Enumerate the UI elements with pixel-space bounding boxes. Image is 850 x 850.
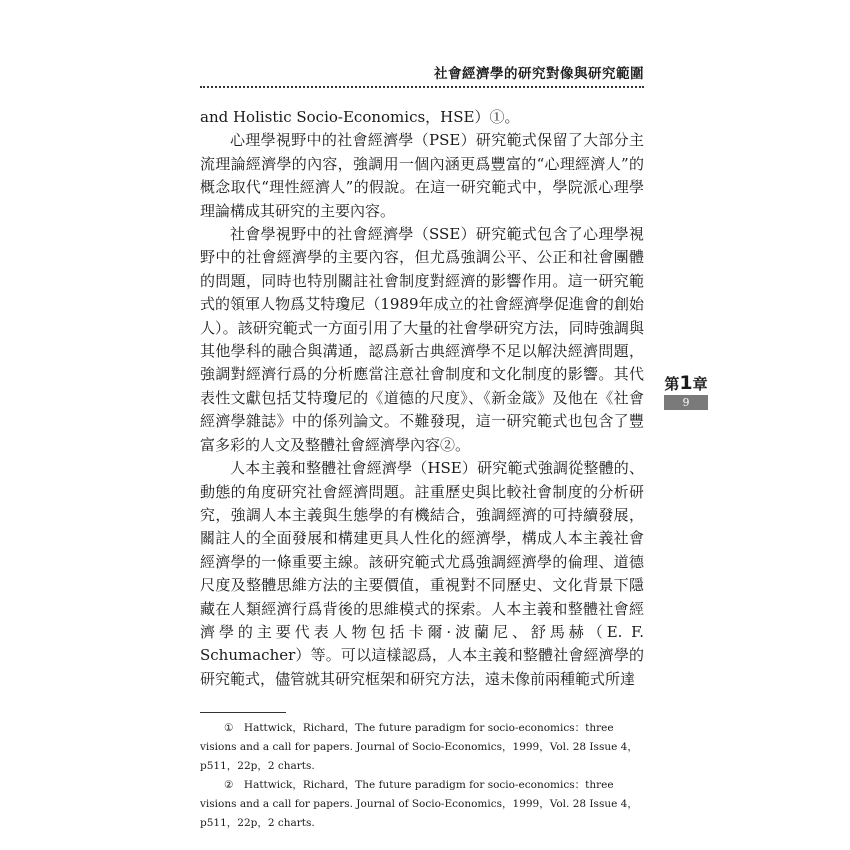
running-header: 社會經濟學的研究對像與研究範圍	[434, 66, 644, 82]
chapter-prefix: 第	[664, 375, 680, 393]
footnote-2: ② Hattwick，Richard，The future paradigm for socio-economics：three visions and a call for papers. Journal of Socio-Economics，1999，Vol. 28 Issue 4，p511，22p，2 charts.	[200, 779, 638, 829]
paragraph-continuation: and Holistic Socio-Economics，HSE）①。	[200, 108, 520, 126]
paragraph-sse: 社會學視野中的社會經濟學（SSE）研究範式包含了心理學視野中的社會經濟學的主要內容，但尤爲強調公平、公正和社會團體的問題，同時也特別關註社會制度對經濟的影響作用。這一研究範式的領軍人物爲艾特瓊尼（1989年成立的社會經濟學促進會的創始人）。該研究範式一方面引用了大量的社會學研究方法，同時強調與其他學科的融合與溝通，認爲新古典經濟學不足以解決經濟問題，強調對經濟行爲的分析應當注意社會制度和文化制度的影響。其代表性文獻包括艾特瓊尼的《道德的尺度》、《新金箴》及他在《社會經濟學雜誌》中的係列論文。不難發現，這一研究範式也包含了豐富多彩的人文及整體社會經濟學內容②。	[200, 225, 644, 454]
footnote-1: ① Hattwick，Richard，The future paradigm for socio-economics：three visions and a call for papers. Journal of Socio-Economics，1999，Vol. 28 Issue 4，p511，22p，2 charts.	[200, 722, 638, 772]
chapter-label	[664, 374, 708, 393]
footnote-divider	[200, 712, 286, 713]
chapter-suffix: 章	[692, 375, 708, 393]
chapter-number: 1	[679, 372, 693, 394]
main-text	[200, 106, 644, 691]
page-number: 9	[664, 395, 708, 410]
chapter-tab	[664, 374, 708, 410]
footnotes	[200, 719, 646, 833]
paragraph-hse: 人本主義和整體社會經濟學（HSE）研究範式強調從整體的、動態的角度研究社會經濟問題。註重歷史與比較社會制度的分析研究，強調人本主義與生態學的有機結合，強調經濟的可持續發展，關註人的全面發展和構建更具人性化的經濟學，構成人本主義社會經濟學的一條重要主線。該研究範式尤爲強調經濟學的倫理、道德尺度及整體思維方法的主要價值，重視對不同歷史、文化背景下隱藏在人類經濟行爲背後的思維模式的探索。人本主義和整體社會經濟學的主要代表人物包括卡爾·波蘭尼、舒馬赫（E. F. Schumacher）等。可以這樣認爲，人本主義和整體社會經濟學的研究範式，儘管就其研究框架和研究方法，遠未像前兩種範式所達	[200, 459, 644, 688]
header-divider	[200, 86, 644, 88]
paragraph-pse: 心理學視野中的社會經濟學（PSE）研究範式保留了大部分主流理論經濟學的內容，強調用一個內涵更爲豐富的“心理經濟人”的概念取代“理性經濟人”的假說。在這一研究範式中，學院派心理學理論構成其研究的主要內容。	[200, 131, 644, 220]
